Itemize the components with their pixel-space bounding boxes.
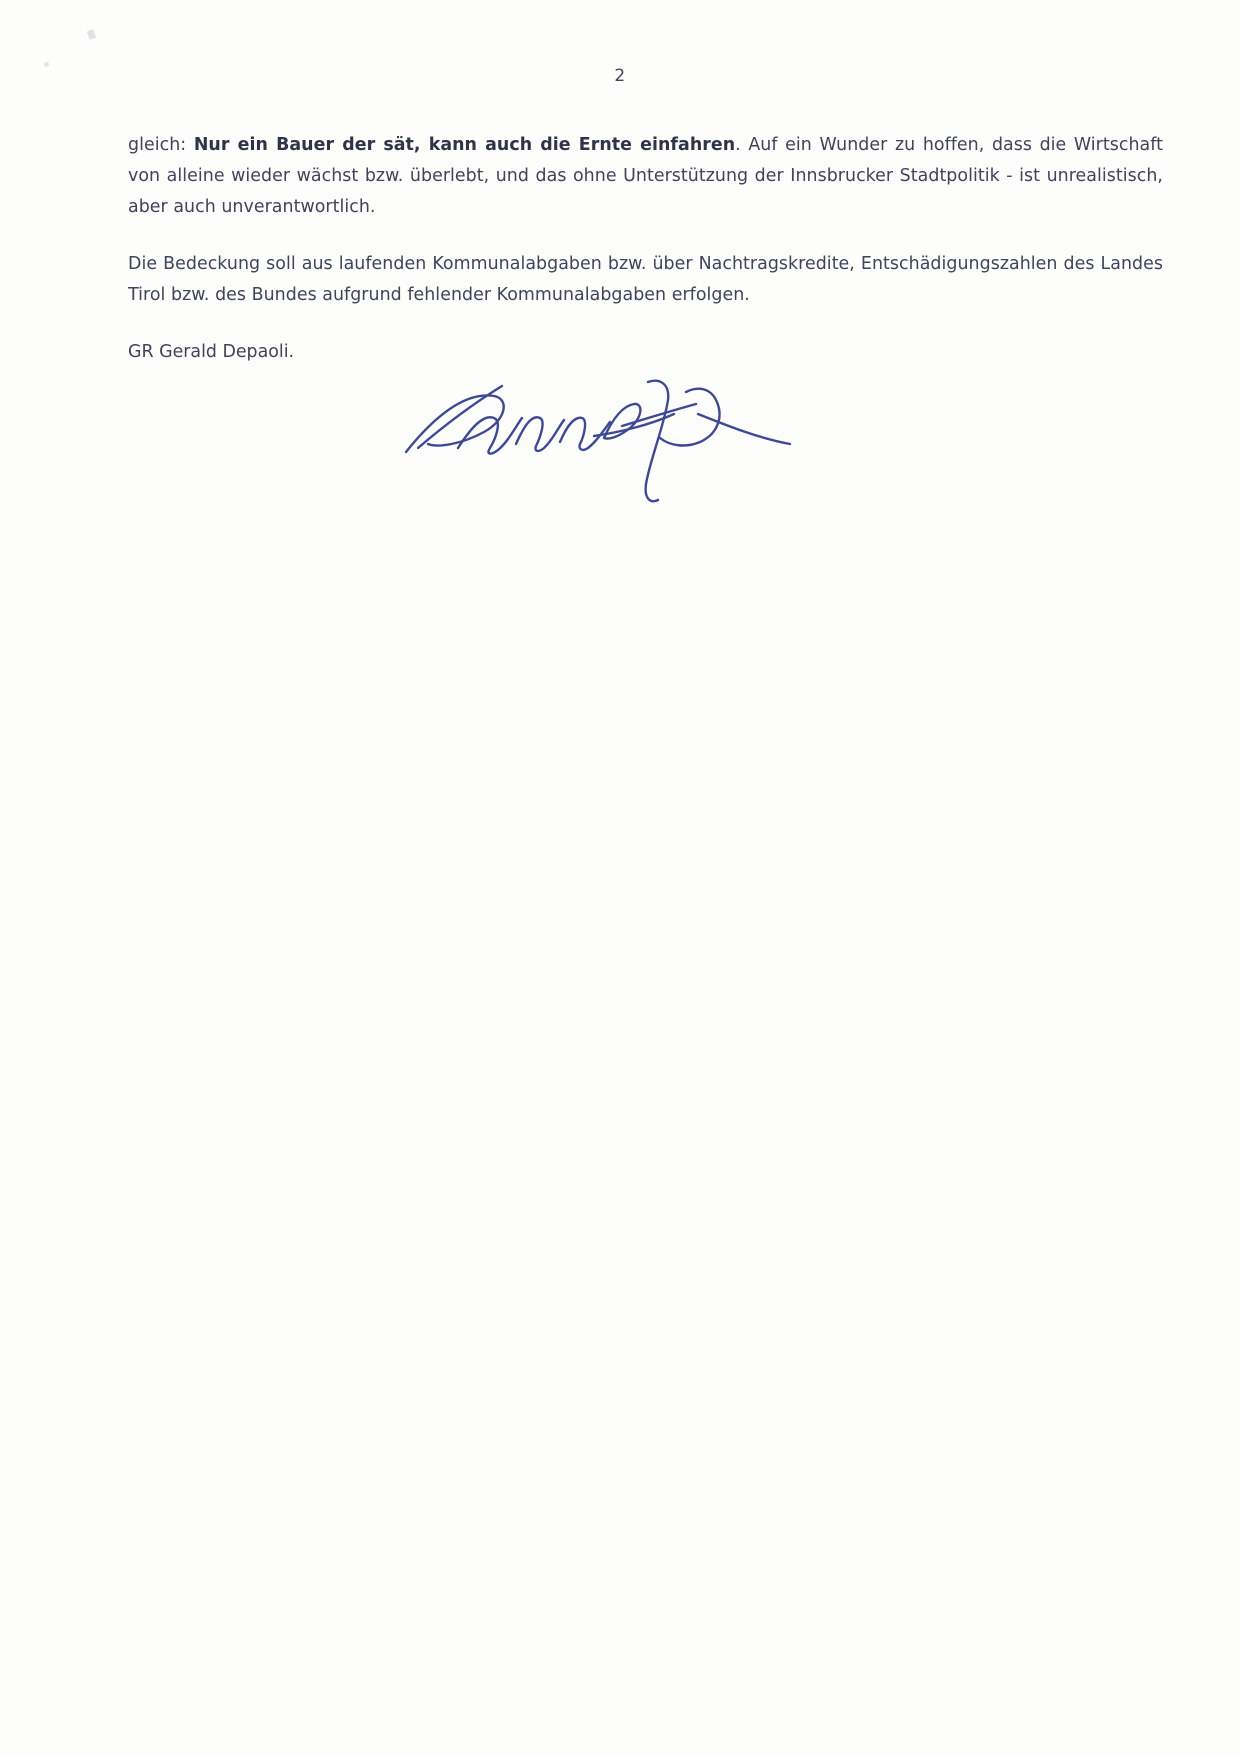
paragraph-2: Die Bedeckung soll aus laufenden Kommunalabgaben bzw. über Nachtragskredite, Entschädigungszahlen des Landes Tirol bzw. des Bundes aufgrund fehlender Kommunalabgaben erfolgen. (128, 254, 1163, 305)
paragraph-1 (128, 130, 1163, 223)
page-number: 2 (614, 66, 626, 86)
document-body (128, 130, 1163, 542)
signer-name: GR Gerald Depaoli. (128, 342, 295, 362)
signature-block (128, 337, 1163, 542)
handwritten-signature (128, 352, 1163, 542)
scan-artifact-icon (87, 29, 96, 40)
paragraph-1-rest: . Auf ein Wunder zu hoffen, dass die Wirtschaft von alleine wieder wächst bzw. überlebt, und das ohne Unterstützung der Innsbrucker Stadtpolitik - ist unrealistisch, aber auch unverantwortlich. (128, 135, 1163, 217)
paragraph-1-lead: gleich: (128, 135, 194, 155)
paragraph-1-bold-quote: Nur ein Bauer der sät, kann auch die Ernte einfahren (193, 135, 736, 155)
